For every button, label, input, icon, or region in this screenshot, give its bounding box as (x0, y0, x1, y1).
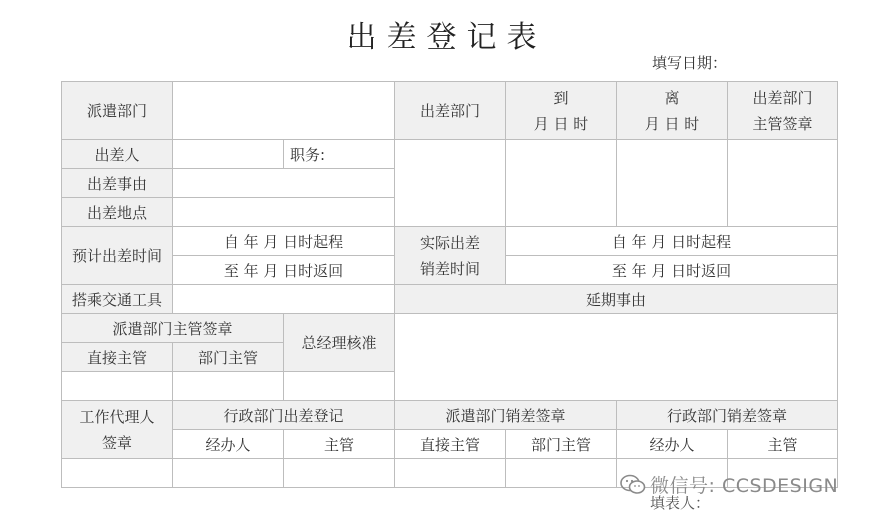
plan-time-label: 预计出差时间 (62, 227, 173, 285)
travel-dept-label: 出差部门 (395, 82, 506, 140)
person-field[interactable] (173, 140, 284, 169)
direct-manager-field[interactable] (62, 372, 173, 401)
actual-time-bottom: 销差时间 (419, 259, 480, 278)
travel-dept-sign-header (728, 82, 838, 140)
leave-mdh-label: 月 日 时 (644, 114, 700, 133)
delay-reason-label: 延期事由 (395, 285, 838, 314)
admin-cancel-label: 行政部门销差签章 (617, 401, 838, 430)
agent-sign-label (62, 401, 173, 459)
agent-label-top: 工作代理人 (79, 407, 155, 426)
form-title: 出差登记表 (346, 20, 547, 55)
delay-reason-field[interactable] (395, 314, 838, 401)
arrive-label: 到 (553, 88, 569, 107)
place-label: 出差地点 (62, 198, 173, 227)
agent-sign-field[interactable] (62, 459, 173, 488)
gm-approve-field[interactable] (284, 372, 395, 401)
place-field[interactable] (173, 198, 395, 227)
dispatch-dept-field[interactable] (173, 82, 395, 140)
dept-manager-label: 部门主管 (173, 343, 284, 372)
dispatch-sign-label: 派遣部门主管签章 (62, 314, 284, 343)
dept-manager-field[interactable] (173, 372, 284, 401)
fill-date-label: 填写日期： (652, 54, 728, 72)
actual-return-field[interactable]: 至 年 月 日时返回 (506, 256, 838, 285)
reason-label: 出差事由 (62, 169, 173, 198)
person-label: 出差人 (62, 140, 173, 169)
dispatch-cancel-label: 派遣部门销差签章 (395, 401, 617, 430)
arrive-time-header (506, 82, 617, 140)
arrive-time-field[interactable] (506, 140, 617, 227)
handler-label: 经办人 (173, 430, 284, 459)
dept-manager-field-2[interactable] (506, 459, 617, 488)
actual-time-label (395, 227, 506, 285)
wechat-icon (620, 474, 646, 496)
direct-manager-label-2: 直接主管 (395, 430, 506, 459)
arrive-mdh-label: 月 日 时 (533, 114, 589, 133)
gm-approve-label: 总经理核准 (284, 314, 395, 372)
handler-label-2: 经办人 (617, 430, 728, 459)
filler-label: 填表人： (650, 494, 711, 512)
travel-dept-field[interactable] (395, 140, 506, 227)
dispatch-dept-label: 派遣部门 (62, 82, 173, 140)
transport-label: 搭乘交通工具 (62, 285, 173, 314)
leave-label: 离 (664, 88, 680, 107)
plan-start-field[interactable]: 自 年 月 日时起程 (173, 227, 395, 256)
admin-register-label: 行政部门出差登记 (173, 401, 395, 430)
leave-time-field[interactable] (617, 140, 728, 227)
direct-manager-field-2[interactable] (395, 459, 506, 488)
actual-start-field[interactable]: 自 年 月 日时起程 (506, 227, 838, 256)
handler-field[interactable] (173, 459, 284, 488)
plan-return-field[interactable]: 至 年 月 日时返回 (173, 256, 395, 285)
watermark (620, 471, 838, 498)
position-label[interactable]: 职务: (284, 140, 395, 169)
watermark-text: 微信号: CCSDESIGN (650, 475, 839, 497)
supervisor-label: 主管 (284, 430, 395, 459)
supervisor-field[interactable] (284, 459, 395, 488)
leave-time-header (617, 82, 728, 140)
travel-dept-sign-field[interactable] (728, 140, 838, 227)
dept-manager-label-2: 部门主管 (506, 430, 617, 459)
travel-registration-table (61, 81, 838, 488)
transport-field[interactable] (173, 285, 395, 314)
agent-label-bottom: 签章 (101, 433, 132, 452)
supervisor-label-2: 主管 (728, 430, 838, 459)
actual-time-top: 实际出差 (419, 233, 480, 252)
direct-manager-label: 直接主管 (62, 343, 173, 372)
reason-field[interactable] (173, 169, 395, 198)
travel-dept-sign-bottom: 主管签章 (752, 114, 813, 133)
travel-dept-sign-top: 出差部门 (752, 88, 813, 107)
